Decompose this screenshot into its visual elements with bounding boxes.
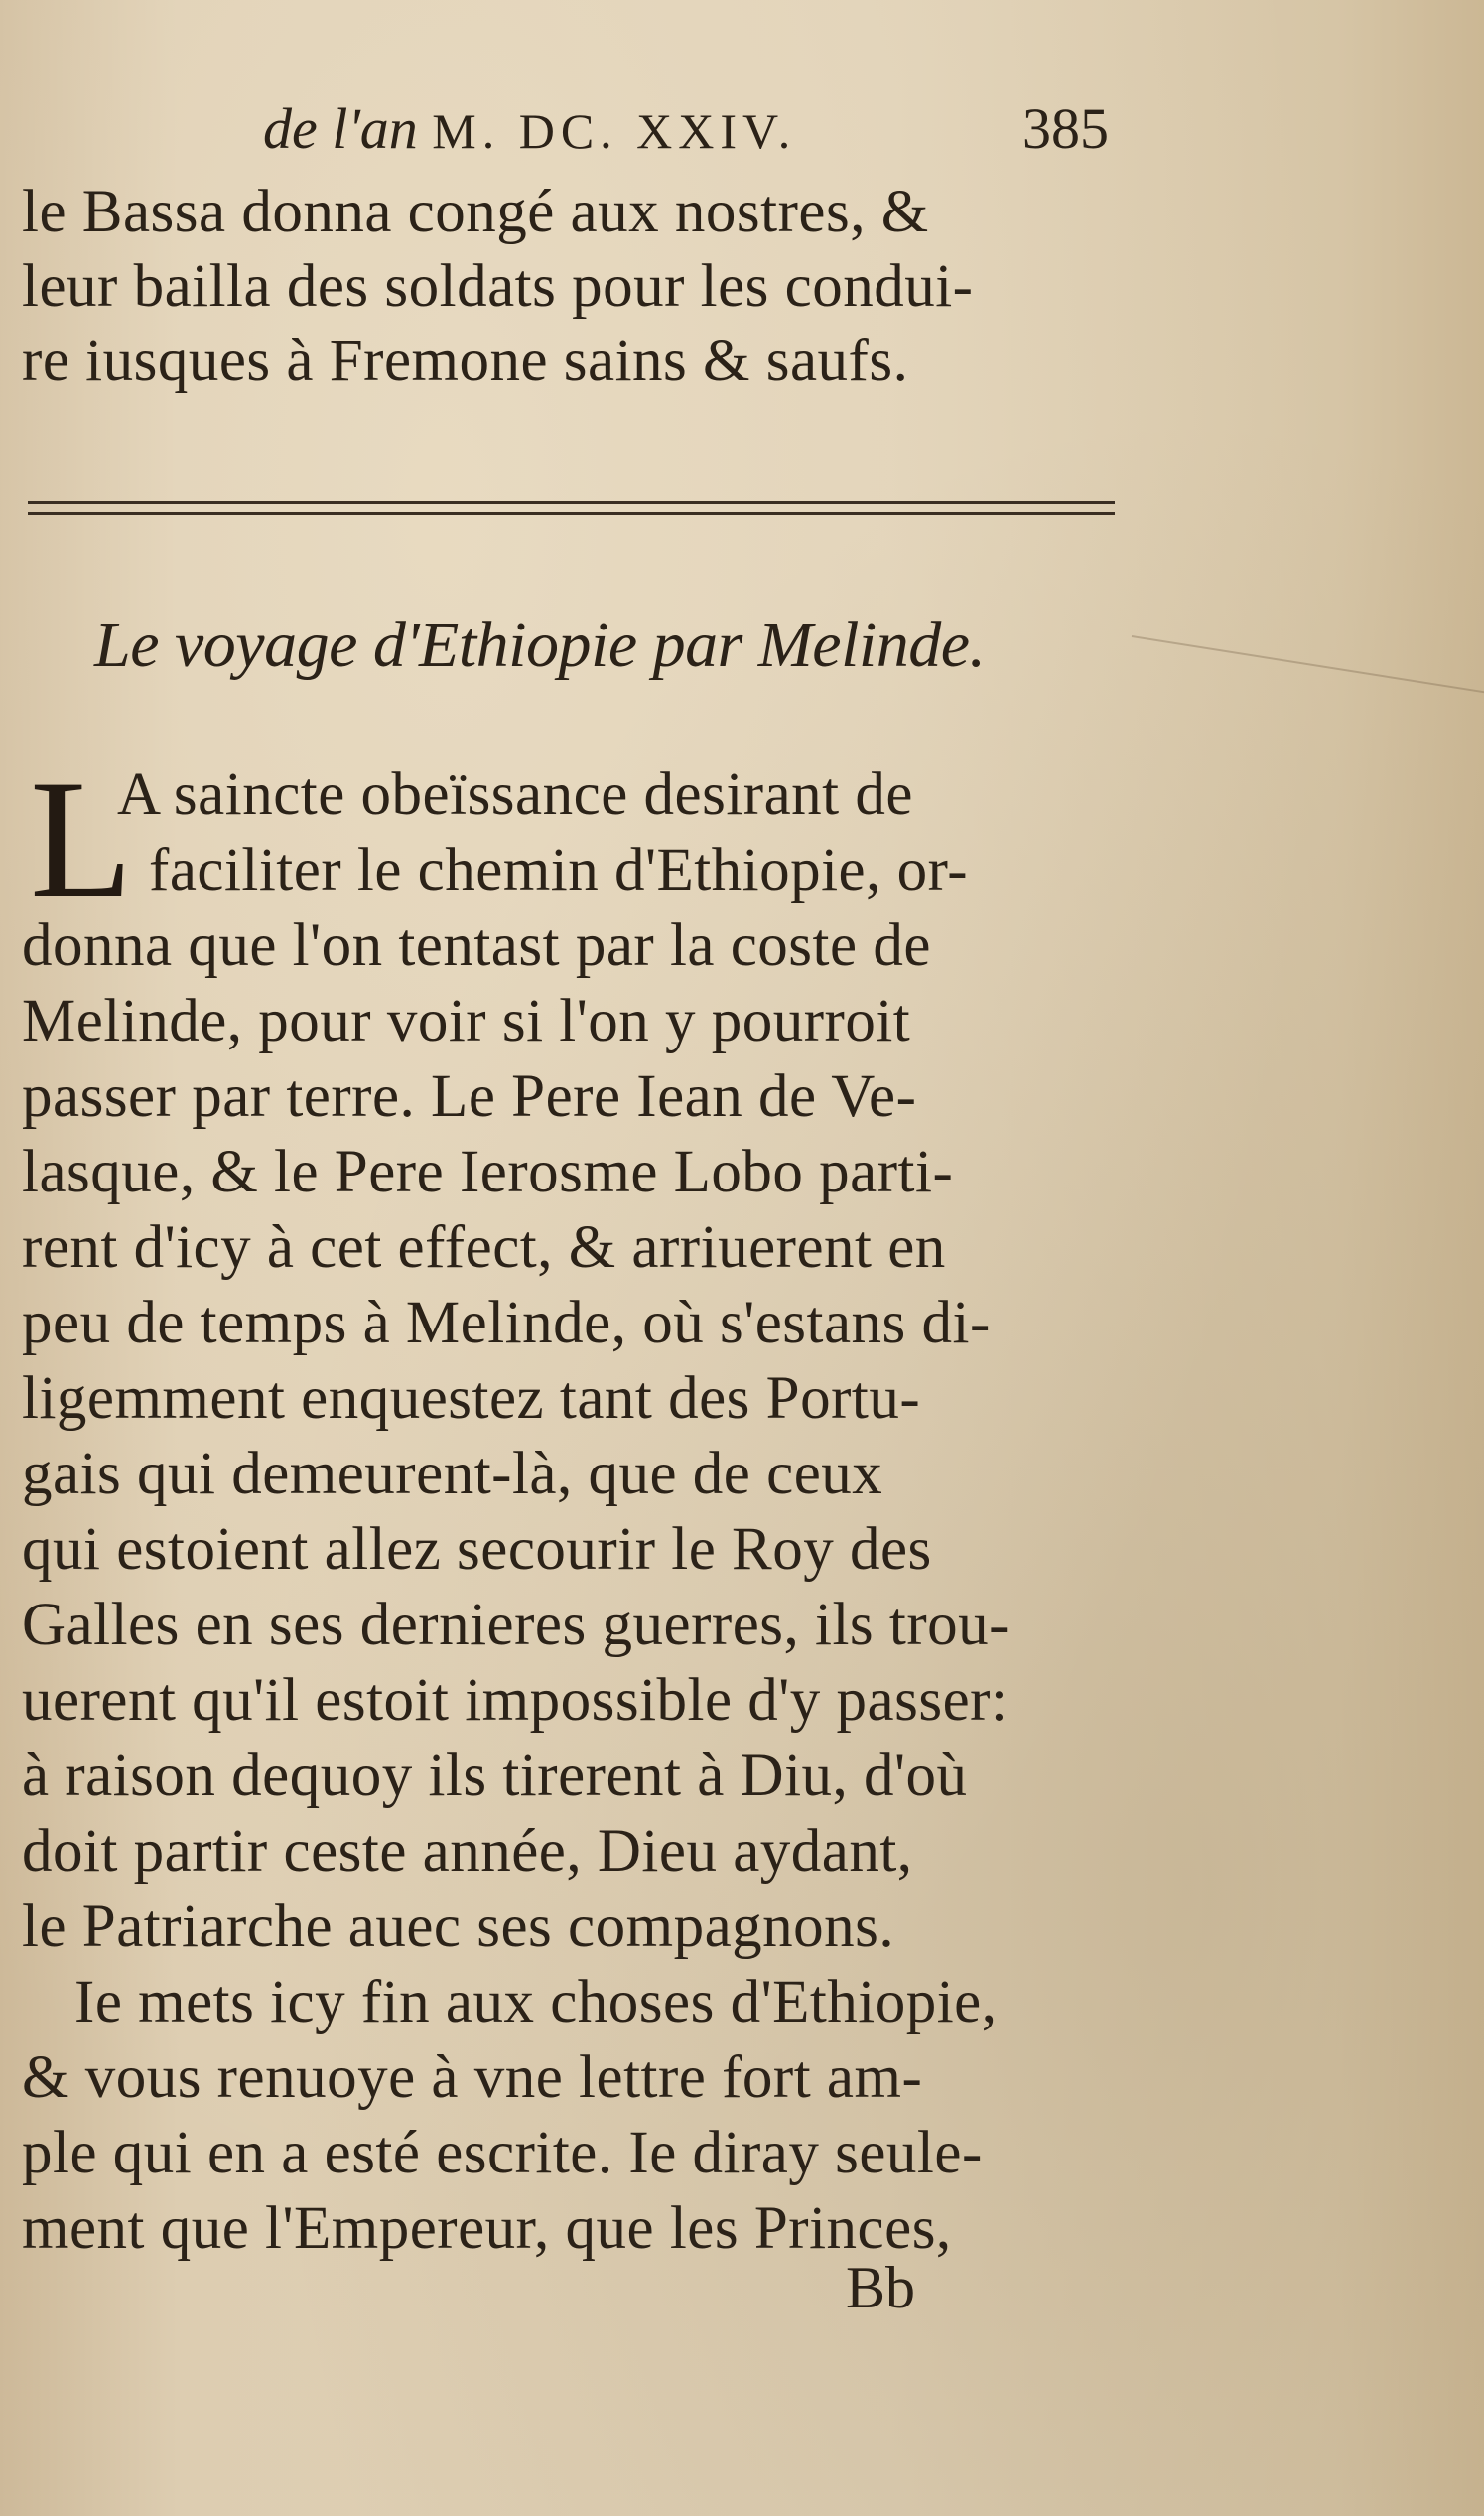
text-line: leur bailla des soldats pour les condui-: [22, 253, 974, 320]
page-header: [0, 95, 1484, 175]
page-number: 385: [1022, 96, 1109, 161]
text-line: ment que l'Empereur, que les Princes,: [22, 2195, 952, 2262]
drop-cap: L: [30, 746, 133, 932]
text-line: le Patriarche auec ses compagnons.: [22, 1893, 895, 1960]
text-line: peu de temps à Melinde, où s'estans di-: [22, 1290, 991, 1356]
text-line: passer par terre. Le Pere Iean de Ve-: [22, 1063, 917, 1130]
running-head: [263, 95, 796, 162]
running-head-italic: de l'an: [263, 96, 418, 161]
paper-crease: [1132, 635, 1484, 693]
text-line: A saincte obeïssance desirant de: [117, 762, 913, 828]
text-line: Ie mets icy fin aux choses d'Ethiopie,: [74, 1969, 998, 2035]
text-line: à raison dequoy ils tirerent à Diu, d'où: [22, 1743, 968, 1809]
text-line: lasque, & le Pere Ierosme Lobo parti-: [22, 1139, 954, 1205]
text-line: le Bassa donna congé aux nostres, &: [22, 179, 929, 245]
text-line: doit partir ceste année, Dieu aydant,: [22, 1818, 913, 1885]
catchword: Bb: [846, 2255, 916, 2320]
text-line: Melinde, pour voir si l'on y pourroit: [22, 988, 911, 1054]
text-line: gais qui demeurent-là, que de ceux: [22, 1441, 883, 1507]
text-line: qui estoient allez secourir le Roy des: [22, 1516, 932, 1583]
text-line: ple qui en a esté escrite. Ie diray seule-: [22, 2120, 983, 2186]
running-head-year: M. DC. XXIV.: [432, 103, 797, 159]
text-line: re iusques à Fremone sains & saufs.: [22, 328, 909, 394]
text-line: rent d'icy à cet effect, & arriuerent en: [22, 1214, 946, 1281]
text-line: donna que l'on tentast par la coste de: [22, 912, 931, 979]
text-line: ligemment enquestez tant des Portu-: [22, 1365, 921, 1432]
text-line: & vous renuoye à vne lettre fort am-: [22, 2044, 923, 2111]
section-divider: [28, 501, 1115, 515]
text-line: uerent qu'il estoit impossible d'y passer:: [22, 1667, 1009, 1734]
text-line: Galles en ses dernieres guerres, ils trou-: [22, 1592, 1010, 1658]
text-line: faciliter le chemin d'Ethiopie, or-: [149, 837, 969, 904]
section-title: Le voyage d'Ethiopie par Melinde.: [94, 609, 986, 681]
